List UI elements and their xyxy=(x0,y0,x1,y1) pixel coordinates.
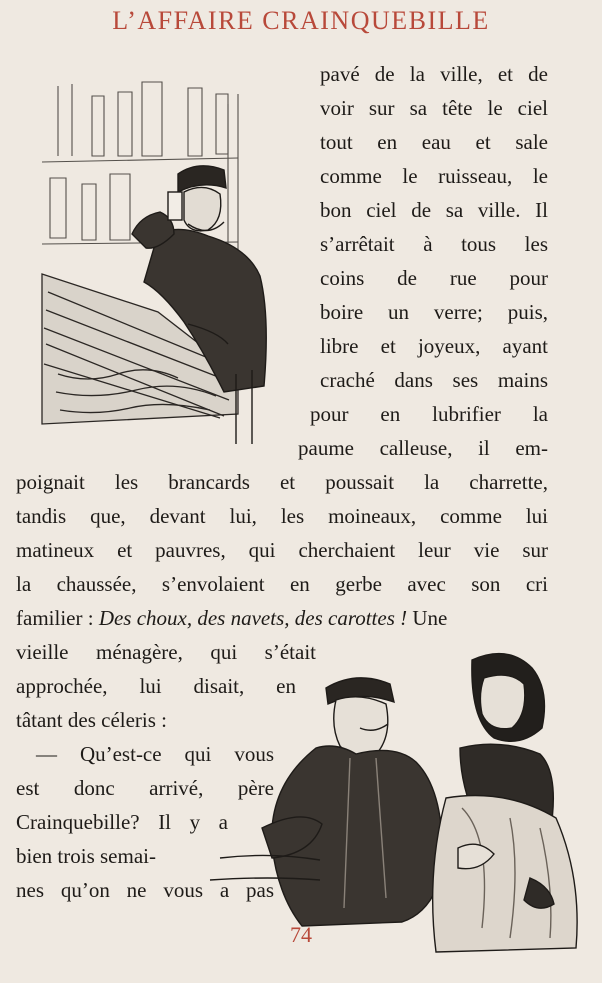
text-segment: Une xyxy=(407,606,448,630)
text-line: voir sur sa tête le ciel xyxy=(320,96,548,120)
text-line: poignait les brancards et poussait la charrette, xyxy=(16,470,548,494)
illustration-crainquebille-and-housewife xyxy=(200,648,596,958)
page-number: 74 xyxy=(290,922,312,947)
text-line: la chaussée, s’envolaient en gerbe avec son cri xyxy=(16,572,548,596)
text-line: tâtant des céleris : xyxy=(16,708,168,732)
running-title: L’AFFAIRE CRAINQUEBILLE xyxy=(112,6,490,35)
text-line: paume calleuse, il em- xyxy=(298,436,548,460)
text-line: pour en lubrifier la xyxy=(310,402,548,426)
text-line: bon ciel de sa ville. Il xyxy=(320,198,548,222)
text-line: libre et joyeux, ayant xyxy=(320,334,548,358)
text-line: approchée, lui disait, en xyxy=(16,674,296,698)
text-line: vieille ménagère, qui s’était xyxy=(16,640,316,664)
illustration-man-drinking-at-bar xyxy=(38,74,270,444)
text-line: — Qu’est-ce qui vous xyxy=(36,742,274,766)
text-line: tandis que, devant lui, les moineaux, comme lui xyxy=(16,504,548,528)
text-line: coins de rue pour xyxy=(320,266,548,290)
text-line: nes qu’on ne vous a pas xyxy=(16,878,274,902)
text-line: Crainquebille? Il y a xyxy=(16,810,228,834)
text-line: pavé de la ville, et de xyxy=(320,62,548,86)
text-line-familier xyxy=(16,601,548,635)
text-line: comme le ruisseau, le xyxy=(320,164,548,188)
text-line: s’arrêtait à tous les xyxy=(320,232,548,256)
street-cry: Des choux, des navets, des carottes ! xyxy=(98,606,408,630)
text-line: craché dans ses mains xyxy=(320,368,548,392)
text-line: matineux et pauvres, qui cherchaient leur vie sur xyxy=(16,538,548,562)
text-line: boire un verre; puis, xyxy=(320,300,548,324)
text-line: tout en eau et sale xyxy=(320,130,548,154)
text-line: bien trois semai- xyxy=(16,844,156,868)
text-line: est donc arrivé, père xyxy=(16,776,274,800)
text-segment: familier : xyxy=(16,606,99,630)
